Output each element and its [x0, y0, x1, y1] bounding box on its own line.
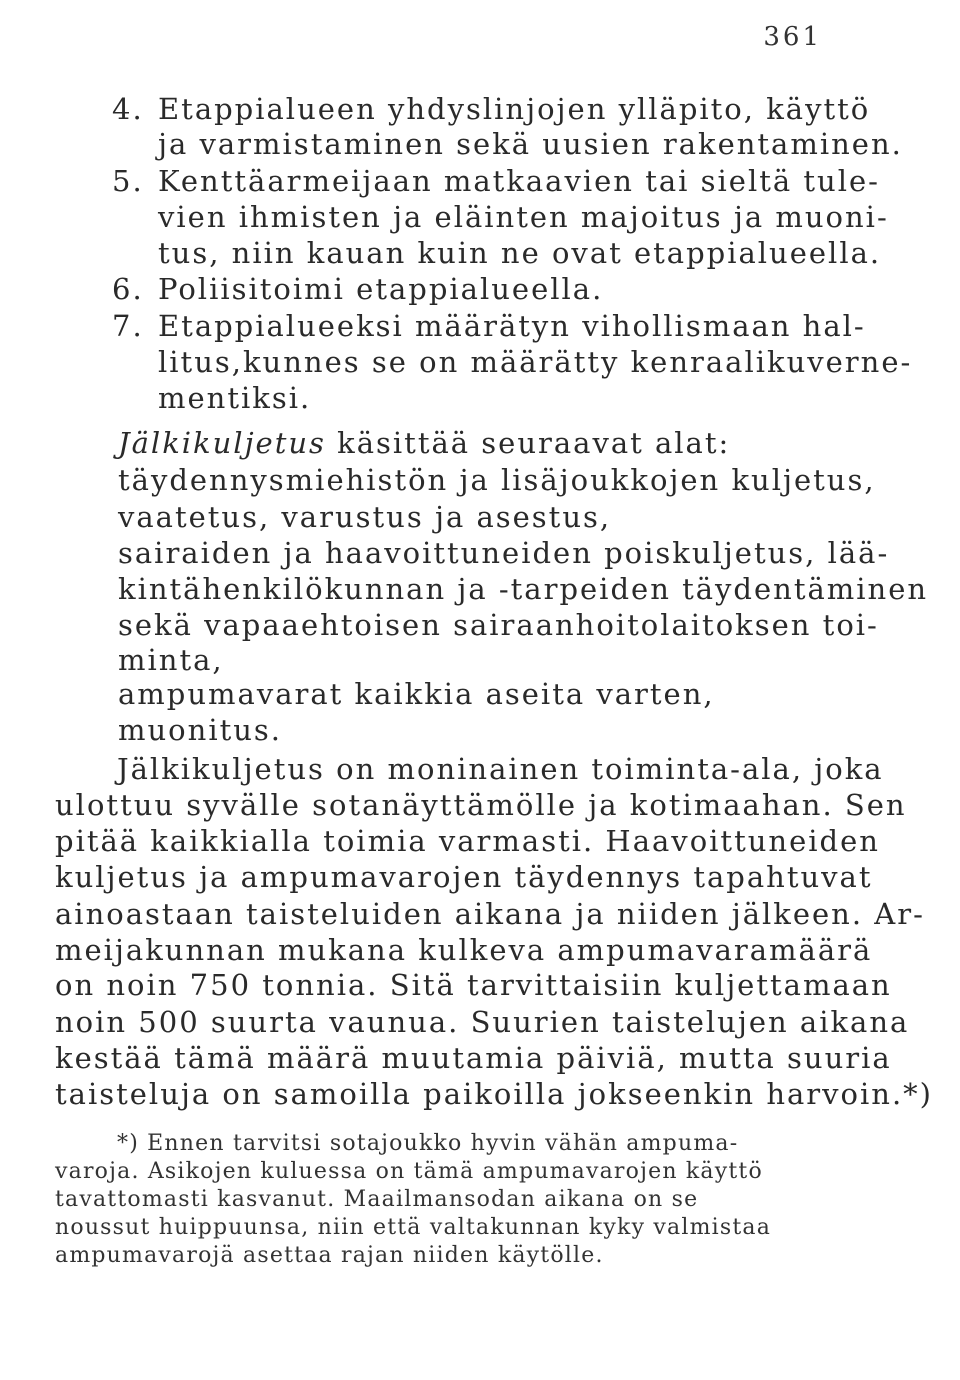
section-line: ampumavarat kaikkia aseita varten,	[118, 677, 715, 711]
footnote-line: varoja. Asikojen kuluessa on tämä ampumavarojen käyttö	[55, 1159, 763, 1184]
paragraph-line: meijakunnan mukana kulkeva ampumavaramäärä	[55, 933, 873, 967]
list-line: mentiksi.	[158, 381, 312, 415]
footnote-line: *) Ennen tarvitsi sotajoukko hyvin vähän ampuma-	[117, 1131, 739, 1156]
list-line: Kenttäarmeijaan matkaavien tai sieltä tule-	[158, 164, 880, 198]
page-number: 361	[763, 22, 822, 52]
footnote-line: tavattomasti kasvanut. Maailmansodan aikana on se	[55, 1187, 699, 1212]
section-line: sekä vapaaehtoisen sairaanhoitolaitoksen toi-	[118, 608, 879, 642]
paragraph-line: kestää tämä määrä muutamia päiviä, mutta suuria	[55, 1041, 892, 1075]
paragraph-line: kuljetus ja ampumavarojen täydennys tapahtuvat	[55, 860, 873, 894]
list-line: Etappialueen yhdyslinjojen ylläpito, käyttö	[158, 92, 871, 126]
section-line: minta,	[118, 643, 224, 677]
paragraph-line: ulottuu syvälle sotanäyttämölle ja kotimaahan. Sen	[55, 788, 907, 822]
list-item-6	[112, 272, 603, 306]
paragraph-line: noin 500 suurta vaunua. Suurien taistelujen aikana	[55, 1005, 910, 1039]
footnote-line: ampumavarojä asettaa rajan niiden käytölle.	[55, 1243, 604, 1268]
paragraph-line: pitää kaikkialla toimia varmasti. Haavoittuneiden	[55, 824, 880, 858]
section-line: kintähenkilökunnan ja -tarpeiden täydentäminen	[118, 572, 929, 606]
list-line: vien ihmisten ja eläinten majoitus ja muoni-	[158, 200, 889, 234]
list-number: 7.	[112, 309, 144, 343]
paragraph-line: on noin 750 tonnia. Sitä tarvittaisiin kuljettamaan	[55, 968, 892, 1002]
list-line: litus,kunnes se on määrätty kenraalikuverne-	[158, 345, 913, 379]
section-line: täydennysmiehistön ja lisäjoukkojen kuljetus,	[118, 463, 876, 497]
paragraph-line: ainoastaan taisteluiden aikana ja niiden jälkeen. Ar-	[55, 897, 925, 931]
list-line: ja varmistaminen sekä uusien rakentaminen.	[158, 127, 903, 161]
lead-text: käsittää seuraavat alat:	[325, 426, 731, 460]
list-item-5	[112, 164, 880, 198]
paragraph-line: Jälkikuljetus on moninainen toiminta-ala, joka	[117, 752, 884, 786]
footnote-line: noussut huippuunsa, niin että valtakunnan kyky valmistaa	[55, 1215, 772, 1240]
list-number: 5.	[112, 164, 144, 198]
section-line: muonitus.	[118, 713, 283, 747]
section-line: vaatetus, varustus ja asestus,	[118, 500, 612, 534]
section-line: sairaiden ja haavoittuneiden poiskuljetus, lää-	[118, 536, 890, 570]
list-item-4	[112, 92, 870, 126]
list-number: 4.	[112, 92, 144, 126]
list-line: Poliisitoimi etappialueella.	[158, 272, 604, 306]
section-lead	[118, 426, 730, 460]
lead-term: Jälkikuljetus	[118, 426, 326, 460]
list-item-7	[112, 309, 866, 343]
list-line: Etappialueeksi määrätyn vihollismaan hal-	[158, 309, 866, 343]
list-number: 6.	[112, 272, 144, 306]
paragraph-line: taisteluja on samoilla paikoilla jokseenkin harvoin.*)	[55, 1077, 933, 1111]
list-line: tus, niin kauan kuin ne ovat etappialueella.	[158, 236, 882, 270]
